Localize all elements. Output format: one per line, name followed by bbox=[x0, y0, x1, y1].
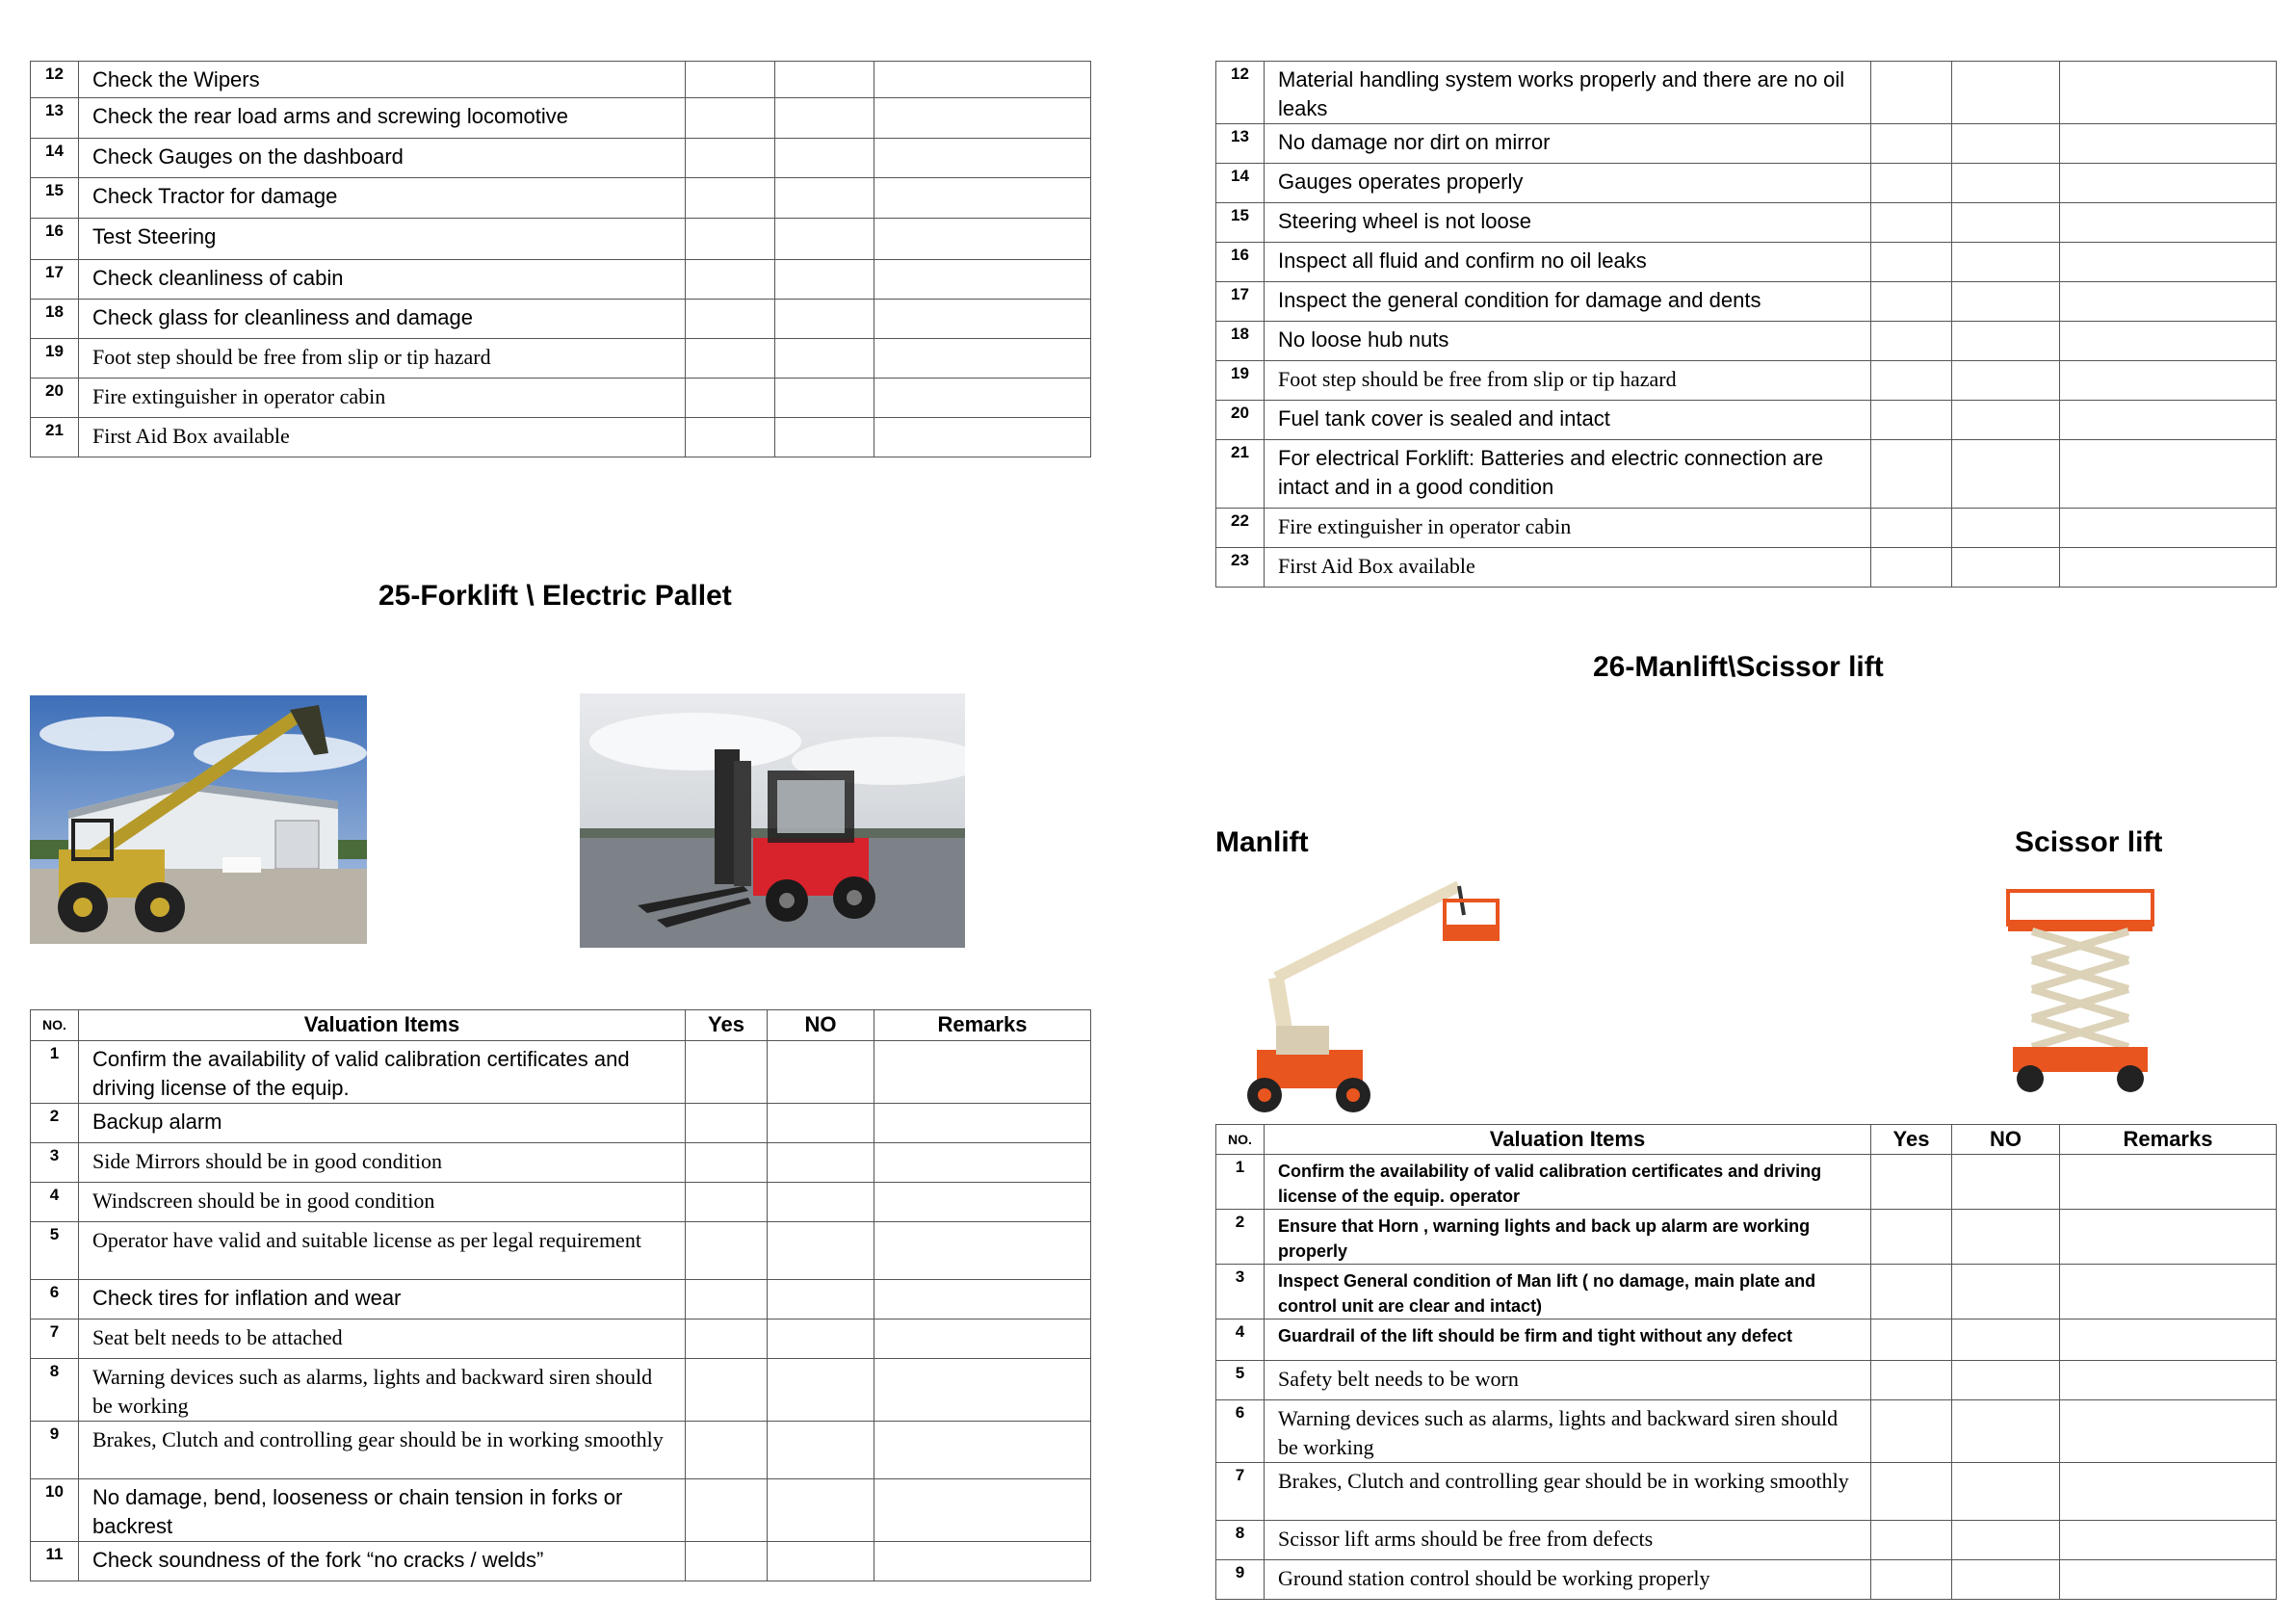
valuation-item-text: Check glass for cleanliness and damage bbox=[79, 300, 686, 339]
yes-cell[interactable] bbox=[1871, 1521, 1952, 1560]
yes-cell[interactable] bbox=[686, 139, 775, 178]
table-row bbox=[1216, 1463, 2277, 1521]
yes-cell[interactable] bbox=[1871, 361, 1952, 401]
yes-cell[interactable] bbox=[686, 1104, 768, 1143]
remarks-cell[interactable] bbox=[874, 1222, 1091, 1280]
table-row bbox=[1216, 62, 2277, 124]
yes-cell[interactable] bbox=[1871, 203, 1952, 243]
header-yes: Yes bbox=[686, 1010, 768, 1041]
row-number: 8 bbox=[1216, 1521, 1265, 1560]
valuation-item-text: Backup alarm bbox=[79, 1104, 686, 1143]
no-cell[interactable] bbox=[775, 379, 874, 418]
valuation-item-text: Foot step should be free from slip or tip hazard bbox=[79, 339, 686, 379]
yes-cell[interactable] bbox=[686, 1222, 768, 1280]
valuation-item-text: Inspect the general condition for damage and dents bbox=[1265, 282, 1871, 322]
yes-cell[interactable] bbox=[686, 1479, 768, 1542]
row-number: 16 bbox=[31, 219, 79, 260]
no-cell[interactable] bbox=[1952, 1560, 2060, 1600]
valuation-item-text: Inspect General condition of Man lift ( no damage, main plate and control unit are clear and intact) bbox=[1265, 1265, 1871, 1320]
no-cell[interactable] bbox=[1952, 401, 2060, 440]
no-cell[interactable] bbox=[775, 178, 874, 219]
yes-cell[interactable] bbox=[1871, 1265, 1952, 1320]
manlift-label: Manlift bbox=[1215, 826, 1309, 858]
header-remarks: Remarks bbox=[2060, 1125, 2277, 1155]
row-number: 21 bbox=[1216, 440, 1265, 509]
no-cell[interactable] bbox=[1952, 322, 2060, 361]
row-number: 14 bbox=[1216, 164, 1265, 203]
valuation-item-text: Check cleanliness of cabin bbox=[79, 260, 686, 300]
valuation-item-text: Check the rear load arms and screwing locomotive bbox=[79, 98, 686, 139]
remarks-cell[interactable] bbox=[874, 1320, 1091, 1359]
yes-cell[interactable] bbox=[1871, 1560, 1952, 1600]
table-row bbox=[31, 1143, 1091, 1183]
table-row bbox=[1216, 1560, 2277, 1600]
row-number: 15 bbox=[1216, 203, 1265, 243]
table-row bbox=[1216, 1361, 2277, 1400]
table-row bbox=[31, 379, 1091, 418]
table-row bbox=[1216, 164, 2277, 203]
header-valuation-items: Valuation Items bbox=[79, 1010, 686, 1041]
row-number: 19 bbox=[1216, 361, 1265, 401]
no-cell[interactable] bbox=[768, 1143, 874, 1183]
table-row bbox=[1216, 322, 2277, 361]
remarks-cell[interactable] bbox=[2060, 548, 2277, 588]
row-number: 5 bbox=[1216, 1361, 1265, 1400]
yes-cell[interactable] bbox=[686, 98, 775, 139]
yes-cell[interactable] bbox=[1871, 243, 1952, 282]
remarks-cell[interactable] bbox=[874, 62, 1091, 98]
no-cell[interactable] bbox=[1952, 1400, 2060, 1463]
yes-cell[interactable] bbox=[686, 260, 775, 300]
no-cell[interactable] bbox=[1952, 509, 2060, 548]
row-number: 12 bbox=[31, 62, 79, 98]
remarks-cell[interactable] bbox=[874, 139, 1091, 178]
table-row bbox=[1216, 282, 2277, 322]
table-row bbox=[31, 339, 1091, 379]
remarks-cell[interactable] bbox=[2060, 1155, 2277, 1210]
valuation-item-text: Ground station control should be working properly bbox=[1265, 1560, 1871, 1600]
remarks-cell[interactable] bbox=[2060, 1463, 2277, 1521]
right-top-table-body bbox=[1216, 62, 2277, 588]
yes-cell[interactable] bbox=[686, 219, 775, 260]
table-row bbox=[1216, 1521, 2277, 1560]
no-cell[interactable] bbox=[775, 219, 874, 260]
row-number: 6 bbox=[1216, 1400, 1265, 1463]
valuation-item-text: Windscreen should be in good condition bbox=[79, 1183, 686, 1222]
remarks-cell[interactable] bbox=[874, 219, 1091, 260]
table-row bbox=[1216, 203, 2277, 243]
valuation-item-text: Material handling system works properly and there are no oil leaks bbox=[1265, 62, 1871, 124]
row-number: 2 bbox=[31, 1104, 79, 1143]
valuation-item-text: Seat belt needs to be attached bbox=[79, 1320, 686, 1359]
no-cell[interactable] bbox=[1952, 1361, 2060, 1400]
valuation-item-text: Brakes, Clutch and controlling gear should be in working smoothly bbox=[1265, 1463, 1871, 1521]
yes-cell[interactable] bbox=[1871, 322, 1952, 361]
row-number: 9 bbox=[1216, 1560, 1265, 1600]
remarks-cell[interactable] bbox=[2060, 203, 2277, 243]
yes-cell[interactable] bbox=[1871, 509, 1952, 548]
row-number: 22 bbox=[1216, 509, 1265, 548]
table-row bbox=[1216, 243, 2277, 282]
forklift-photo-icon bbox=[580, 693, 965, 948]
yes-cell[interactable] bbox=[686, 418, 775, 457]
row-number: 12 bbox=[1216, 62, 1265, 124]
no-cell[interactable] bbox=[768, 1041, 874, 1104]
no-cell[interactable] bbox=[1952, 1155, 2060, 1210]
remarks-cell[interactable] bbox=[2060, 401, 2277, 440]
row-number: 18 bbox=[31, 300, 79, 339]
remarks-cell[interactable] bbox=[874, 1542, 1091, 1581]
valuation-item-text: Check the Wipers bbox=[79, 62, 686, 98]
remarks-cell[interactable] bbox=[874, 260, 1091, 300]
table-row bbox=[31, 1320, 1091, 1359]
remarks-cell[interactable] bbox=[2060, 1361, 2277, 1400]
row-number: 23 bbox=[1216, 548, 1265, 588]
remarks-cell[interactable] bbox=[874, 98, 1091, 139]
row-number: 2 bbox=[1216, 1210, 1265, 1265]
yes-cell[interactable] bbox=[1871, 62, 1952, 124]
remarks-cell[interactable] bbox=[874, 1359, 1091, 1422]
no-cell[interactable] bbox=[1952, 124, 2060, 164]
valuation-item-text: Fire extinguisher in operator cabin bbox=[1265, 509, 1871, 548]
no-cell[interactable] bbox=[1952, 1210, 2060, 1265]
no-cell[interactable] bbox=[768, 1479, 874, 1542]
row-number: 17 bbox=[1216, 282, 1265, 322]
yes-cell[interactable] bbox=[1871, 124, 1952, 164]
remarks-cell[interactable] bbox=[2060, 124, 2277, 164]
table-row bbox=[31, 1222, 1091, 1280]
header-no: NO. bbox=[31, 1010, 79, 1041]
remarks-cell[interactable] bbox=[874, 1143, 1091, 1183]
table-row bbox=[31, 1479, 1091, 1542]
table-row bbox=[1216, 1155, 2277, 1210]
valuation-item-text: Ensure that Horn , warning lights and back up alarm are working properly bbox=[1265, 1210, 1871, 1265]
no-cell[interactable] bbox=[1952, 243, 2060, 282]
row-number: 1 bbox=[1216, 1155, 1265, 1210]
row-number: 8 bbox=[31, 1359, 79, 1422]
yes-cell[interactable] bbox=[1871, 401, 1952, 440]
section-26-valuation-table bbox=[1215, 1124, 2277, 1600]
row-number: 20 bbox=[1216, 401, 1265, 440]
valuation-item-text: Guardrail of the lift should be firm and tight without any defect bbox=[1265, 1320, 1871, 1361]
yes-cell[interactable] bbox=[686, 1143, 768, 1183]
row-number: 20 bbox=[31, 379, 79, 418]
remarks-cell[interactable] bbox=[2060, 440, 2277, 509]
remarks-cell[interactable] bbox=[874, 1479, 1091, 1542]
remarks-cell[interactable] bbox=[874, 300, 1091, 339]
valuation-item-text: Brakes, Clutch and controlling gear should be in working smoothly bbox=[79, 1422, 686, 1479]
yes-cell[interactable] bbox=[1871, 1361, 1952, 1400]
no-cell[interactable] bbox=[1952, 361, 2060, 401]
yes-cell[interactable] bbox=[686, 1422, 768, 1479]
yes-cell[interactable] bbox=[686, 1359, 768, 1422]
remarks-cell[interactable] bbox=[2060, 1560, 2277, 1600]
valuation-item-text: Gauges operates properly bbox=[1265, 164, 1871, 203]
valuation-item-text: Scissor lift arms should be free from defects bbox=[1265, 1521, 1871, 1560]
header-no-column: NO bbox=[1952, 1125, 2060, 1155]
row-number: 3 bbox=[1216, 1265, 1265, 1320]
section-26-heading: 26-Manlift\Scissor lift bbox=[1593, 651, 1884, 683]
no-cell[interactable] bbox=[768, 1183, 874, 1222]
table-row bbox=[1216, 1320, 2277, 1361]
yes-cell[interactable] bbox=[686, 1041, 768, 1104]
row-number: 18 bbox=[1216, 322, 1265, 361]
table-row bbox=[31, 178, 1091, 219]
yes-cell[interactable] bbox=[1871, 1320, 1952, 1361]
remarks-cell[interactable] bbox=[2060, 1265, 2277, 1320]
table-row bbox=[1216, 361, 2277, 401]
valuation-item-text: No loose hub nuts bbox=[1265, 322, 1871, 361]
valuation-item-text: No damage, bend, looseness or chain tension in forks or backrest bbox=[79, 1479, 686, 1542]
valuation-item-text: Warning devices such as alarms, lights and backward siren should be working bbox=[1265, 1400, 1871, 1463]
row-number: 17 bbox=[31, 260, 79, 300]
no-cell[interactable] bbox=[768, 1320, 874, 1359]
row-number: 14 bbox=[31, 139, 79, 178]
remarks-cell[interactable] bbox=[2060, 282, 2277, 322]
row-number: 11 bbox=[31, 1542, 79, 1581]
no-cell[interactable] bbox=[768, 1542, 874, 1581]
yes-cell[interactable] bbox=[686, 62, 775, 98]
yes-cell[interactable] bbox=[686, 1280, 768, 1320]
table-row bbox=[1216, 440, 2277, 509]
yes-cell[interactable] bbox=[686, 1542, 768, 1581]
table-row bbox=[31, 1280, 1091, 1320]
row-number: 10 bbox=[31, 1479, 79, 1542]
table-row bbox=[1216, 1400, 2277, 1463]
valuation-item-text: Steering wheel is not loose bbox=[1265, 203, 1871, 243]
yes-cell[interactable] bbox=[1871, 548, 1952, 588]
yes-cell[interactable] bbox=[1871, 282, 1952, 322]
table-row bbox=[31, 1359, 1091, 1422]
valuation-item-text: Fuel tank cover is sealed and intact bbox=[1265, 401, 1871, 440]
scissor-lift-photo-icon bbox=[1994, 881, 2167, 1098]
row-number: 16 bbox=[1216, 243, 1265, 282]
table-row bbox=[1216, 509, 2277, 548]
yes-cell[interactable] bbox=[1871, 1400, 1952, 1463]
no-cell[interactable] bbox=[1952, 282, 2060, 322]
valuation-item-text: Foot step should be free from slip or tip hazard bbox=[1265, 361, 1871, 401]
remarks-cell[interactable] bbox=[2060, 1210, 2277, 1265]
valuation-item-text: Confirm the availability of valid calibration certificates and driving license of the equip. bbox=[79, 1041, 686, 1104]
remarks-cell[interactable] bbox=[874, 1422, 1091, 1479]
section-26-table-body bbox=[1216, 1155, 2277, 1600]
valuation-item-text: Safety belt needs to be worn bbox=[1265, 1361, 1871, 1400]
table-row bbox=[1216, 124, 2277, 164]
table-row bbox=[31, 1422, 1091, 1479]
valuation-item-text: Check tires for inflation and wear bbox=[79, 1280, 686, 1320]
yes-cell[interactable] bbox=[1871, 1463, 1952, 1521]
valuation-item-text: Warning devices such as alarms, lights and backward siren should be working bbox=[79, 1359, 686, 1422]
row-number: 3 bbox=[31, 1143, 79, 1183]
remarks-cell[interactable] bbox=[2060, 509, 2277, 548]
no-cell[interactable] bbox=[1952, 440, 2060, 509]
no-cell[interactable] bbox=[775, 139, 874, 178]
valuation-item-text: Test Steering bbox=[79, 219, 686, 260]
row-number: 7 bbox=[31, 1320, 79, 1359]
yes-cell[interactable] bbox=[1871, 1155, 1952, 1210]
valuation-item-text: Check soundness of the fork “no cracks / welds” bbox=[79, 1542, 686, 1581]
valuation-item-text: Side Mirrors should be in good condition bbox=[79, 1143, 686, 1183]
table-row bbox=[31, 1542, 1091, 1581]
row-number: 4 bbox=[31, 1183, 79, 1222]
table-row bbox=[1216, 401, 2277, 440]
boom-lift-photo-icon bbox=[1238, 881, 1512, 1117]
remarks-cell[interactable] bbox=[874, 1183, 1091, 1222]
yes-cell[interactable] bbox=[1871, 164, 1952, 203]
no-cell[interactable] bbox=[775, 418, 874, 457]
table-row bbox=[31, 139, 1091, 178]
table-row bbox=[1216, 1265, 2277, 1320]
valuation-item-text: Confirm the availability of valid calibration certificates and driving license of the equip. operator bbox=[1265, 1155, 1871, 1210]
no-cell[interactable] bbox=[1952, 1320, 2060, 1361]
table-row bbox=[31, 219, 1091, 260]
header-yes: Yes bbox=[1871, 1125, 1952, 1155]
row-number: 9 bbox=[31, 1422, 79, 1479]
no-cell[interactable] bbox=[768, 1222, 874, 1280]
left-top-table-body bbox=[31, 62, 1091, 457]
header-no: NO. bbox=[1216, 1125, 1265, 1155]
no-cell[interactable] bbox=[1952, 164, 2060, 203]
remarks-cell[interactable] bbox=[874, 1280, 1091, 1320]
no-cell[interactable] bbox=[1952, 1521, 2060, 1560]
row-number: 7 bbox=[1216, 1463, 1265, 1521]
remarks-cell[interactable] bbox=[874, 1104, 1091, 1143]
row-number: 6 bbox=[31, 1280, 79, 1320]
table-row bbox=[31, 1104, 1091, 1143]
yes-cell[interactable] bbox=[686, 178, 775, 219]
no-cell[interactable] bbox=[775, 300, 874, 339]
remarks-cell[interactable] bbox=[874, 1041, 1091, 1104]
valuation-item-text: First Aid Box available bbox=[1265, 548, 1871, 588]
table-row bbox=[1216, 548, 2277, 588]
no-cell[interactable] bbox=[775, 339, 874, 379]
row-number: 1 bbox=[31, 1041, 79, 1104]
remarks-cell[interactable] bbox=[874, 379, 1091, 418]
section-25-heading: 25-Forklift \ Electric Pallet bbox=[378, 580, 732, 612]
telehandler-photo-icon bbox=[30, 695, 367, 944]
no-cell[interactable] bbox=[768, 1422, 874, 1479]
table-row bbox=[31, 1041, 1091, 1104]
remarks-cell[interactable] bbox=[2060, 322, 2277, 361]
table-row bbox=[31, 418, 1091, 457]
no-cell[interactable] bbox=[775, 260, 874, 300]
valuation-item-text: For electrical Forklift: Batteries and electric connection are intact and in a good condition bbox=[1265, 440, 1871, 509]
remarks-cell[interactable] bbox=[2060, 164, 2277, 203]
table-row bbox=[31, 98, 1091, 139]
table-row bbox=[31, 1183, 1091, 1222]
row-number: 13 bbox=[31, 98, 79, 139]
valuation-item-text: Check Gauges on the dashboard bbox=[79, 139, 686, 178]
row-number: 15 bbox=[31, 178, 79, 219]
yes-cell[interactable] bbox=[686, 379, 775, 418]
remarks-cell[interactable] bbox=[874, 418, 1091, 457]
yes-cell[interactable] bbox=[1871, 1210, 1952, 1265]
left-top-checklist-table bbox=[30, 61, 1091, 457]
header-valuation-items: Valuation Items bbox=[1265, 1125, 1871, 1155]
no-cell[interactable] bbox=[1952, 203, 2060, 243]
no-cell[interactable] bbox=[768, 1104, 874, 1143]
row-number: 4 bbox=[1216, 1320, 1265, 1361]
valuation-item-text: Check Tractor for damage bbox=[79, 178, 686, 219]
valuation-item-text: Fire extinguisher in operator cabin bbox=[79, 379, 686, 418]
remarks-cell[interactable] bbox=[2060, 1400, 2277, 1463]
row-number: 13 bbox=[1216, 124, 1265, 164]
yes-cell[interactable] bbox=[1871, 440, 1952, 509]
yes-cell[interactable] bbox=[686, 1183, 768, 1222]
valuation-item-text: No damage nor dirt on mirror bbox=[1265, 124, 1871, 164]
section-25-valuation-table bbox=[30, 1009, 1091, 1581]
scissor-lift-label: Scissor lift bbox=[2015, 826, 2163, 858]
yes-cell[interactable] bbox=[686, 1320, 768, 1359]
no-cell[interactable] bbox=[768, 1280, 874, 1320]
remarks-cell[interactable] bbox=[2060, 1521, 2277, 1560]
remarks-cell[interactable] bbox=[874, 178, 1091, 219]
valuation-item-text: Inspect all fluid and confirm no oil leaks bbox=[1265, 243, 1871, 282]
table-row bbox=[31, 300, 1091, 339]
header-no-column: NO bbox=[768, 1010, 874, 1041]
no-cell[interactable] bbox=[1952, 1463, 2060, 1521]
remarks-cell[interactable] bbox=[2060, 62, 2277, 124]
table-row bbox=[31, 260, 1091, 300]
yes-cell[interactable] bbox=[686, 339, 775, 379]
table-header-row bbox=[1216, 1125, 2277, 1155]
remarks-cell[interactable] bbox=[2060, 1320, 2277, 1361]
no-cell[interactable] bbox=[1952, 548, 2060, 588]
table-row bbox=[31, 62, 1091, 98]
remarks-cell[interactable] bbox=[2060, 361, 2277, 401]
section-25-table-body bbox=[31, 1041, 1091, 1581]
row-number: 19 bbox=[31, 339, 79, 379]
valuation-item-text: First Aid Box available bbox=[79, 418, 686, 457]
no-cell[interactable] bbox=[775, 62, 874, 98]
no-cell[interactable] bbox=[775, 98, 874, 139]
header-remarks: Remarks bbox=[874, 1010, 1091, 1041]
row-number: 21 bbox=[31, 418, 79, 457]
no-cell[interactable] bbox=[768, 1359, 874, 1422]
remarks-cell[interactable] bbox=[2060, 243, 2277, 282]
valuation-item-text: Operator have valid and suitable license as per legal requirement bbox=[79, 1222, 686, 1280]
table-row bbox=[1216, 1210, 2277, 1265]
yes-cell[interactable] bbox=[686, 300, 775, 339]
row-number: 5 bbox=[31, 1222, 79, 1280]
right-top-checklist-table bbox=[1215, 61, 2277, 588]
no-cell[interactable] bbox=[1952, 62, 2060, 124]
table-header-row bbox=[31, 1010, 1091, 1041]
remarks-cell[interactable] bbox=[874, 339, 1091, 379]
no-cell[interactable] bbox=[1952, 1265, 2060, 1320]
